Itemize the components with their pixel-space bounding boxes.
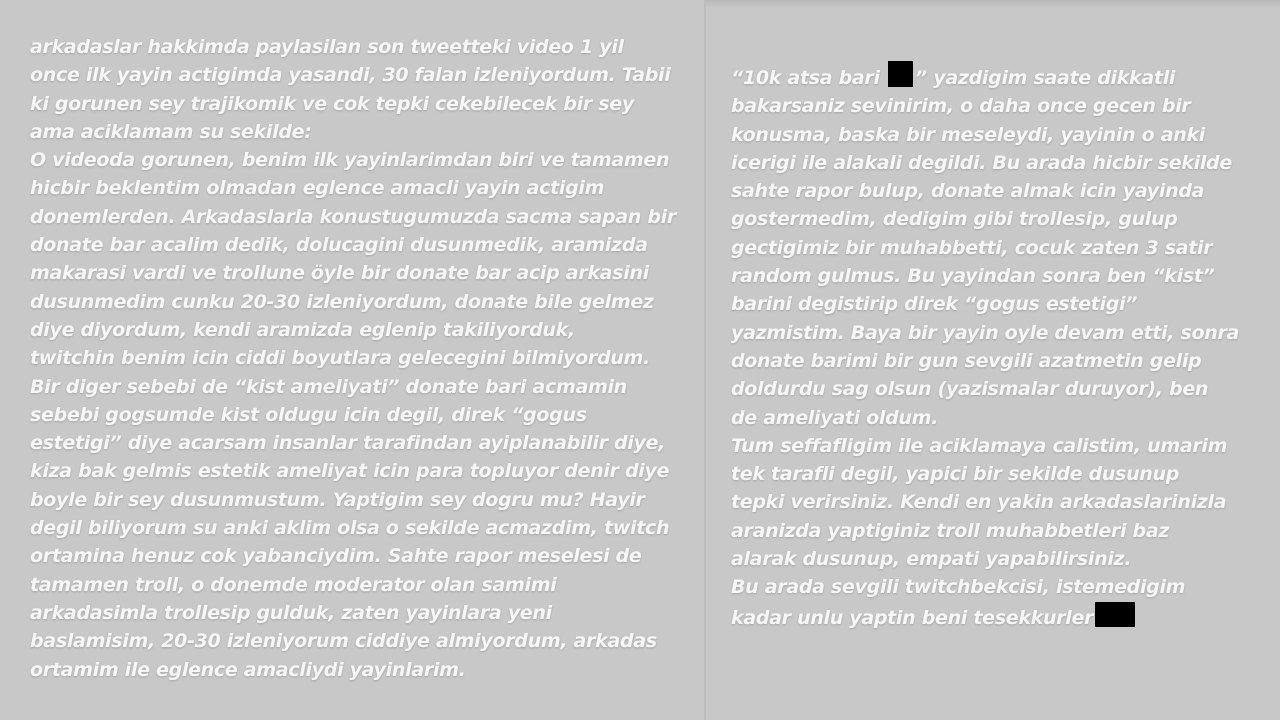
right-text-line: random gulmus. Bu yayindan sonra ben “kist” bbox=[731, 265, 1215, 288]
right-text-line: yazmistim. Baya bir yayin oyle devam etti, sonra bbox=[731, 321, 1240, 344]
left-text-line: twitchin benim icin ciddi boyutlara gelecegini bilmiyordum. bbox=[30, 347, 650, 370]
right-text-line: aranizda yaptiginiz troll muhabbetleri baz bbox=[731, 519, 1170, 542]
redaction-box bbox=[888, 61, 913, 87]
left-text-line: hicbir beklentim olmadan eglence amacli yayin actigim bbox=[30, 177, 605, 200]
left-text-line: sebebi gogsumde kist oldugu icin degil, direk “gogus bbox=[30, 403, 587, 426]
left-text-line: estetigi” diye acarsam insanlar tarafindan ayiplanabilir diye, bbox=[30, 432, 666, 455]
right-text-line: Tum seffafligim ile aciklamaya calistim, umarim bbox=[731, 434, 1228, 457]
right-text-line: konusma, baska bir meseleydi, yayinin o anki bbox=[731, 123, 1206, 146]
left-text-line: ama aciklamam su sekilde: bbox=[30, 120, 312, 143]
left-text-line: arkadaslar hakkimda paylasilan son tweetteki video 1 yil bbox=[30, 36, 624, 58]
left-text-line: donate bar acalim dedik, dolucagini dusunmedik, aramizda bbox=[30, 234, 648, 257]
left-text-line: donemlerden. Arkadaslarla konustugumuzda sacma sapan bir bbox=[30, 205, 676, 228]
right-text-line: alarak dusunup, empati yapabilirsiniz. bbox=[731, 548, 1132, 571]
left-text-line: diye diyordum, kendi aramizda eglenip takiliyorduk, bbox=[30, 318, 575, 341]
right-text-line: donate barimi bir gun sevgili azatmetin gelip bbox=[731, 349, 1202, 372]
right-last-line-text: kadar unlu yaptin beni tesekkurler bbox=[731, 606, 1094, 629]
redaction-box-end bbox=[1095, 602, 1135, 627]
right-text-line: bakarsaniz sevinirim, o daha once gecen bir bbox=[731, 95, 1191, 118]
right-text-line: doldurdu sag olsun (yazismalar duruyor), ben bbox=[731, 378, 1209, 401]
left-text-line: tamamen troll, o donemde moderator olan samimi bbox=[30, 573, 557, 596]
right-body-lines bbox=[731, 92, 1239, 601]
right-panel-top-shade bbox=[706, 0, 1280, 8]
left-text-line: arkadasimla trollesip gulduk, zaten yayinlara yeni bbox=[30, 601, 552, 624]
right-first-line-end: ” yazdigim saate dikkatli bbox=[915, 67, 1176, 89]
left-text-line: boyle bir sey dusunmustum. Yaptigim sey dogru mu? Hayir bbox=[30, 488, 645, 511]
right-last-line bbox=[731, 602, 1239, 632]
right-text-line: barini degistirip direk “gogus estetigi” bbox=[731, 293, 1138, 316]
right-text-line: gectigimiz bir muhabbetti, cocuk zaten 3 satir bbox=[731, 236, 1213, 259]
left-text-line: degil biliyorum su anki aklim olsa o sekilde acmazdim, twitch bbox=[30, 517, 670, 540]
left-text-line: ki gorunen sey trajikomik ve cok tepki cekebilecek bir sey bbox=[30, 92, 634, 115]
left-text-line: kiza bak gelmis estetik ameliyat icin para topluyor denir diye bbox=[30, 460, 670, 483]
right-text-line: de ameliyati oldum. bbox=[731, 406, 939, 429]
left-text-line: ortamina henuz cok yabanciydim. Sahte rapor meselesi de bbox=[30, 545, 642, 568]
left-text-line: dusunmedim cunku 20-30 izleniyordum, donate bile gelmez bbox=[30, 290, 654, 313]
right-text-line: gostermedim, dedigim gibi trollesip, gulup bbox=[731, 208, 1178, 231]
right-statement-text bbox=[731, 61, 1239, 632]
left-text-line: baslamisim, 20-30 izleniyorum ciddiye almiyordum, arkadas bbox=[30, 630, 657, 653]
left-text-line: makarasi vardi ve trollune öyle bir donate bar acip arkasini bbox=[30, 262, 649, 285]
right-text-line: tek tarafli degil, yapici bir sekilde dusunup bbox=[731, 463, 1180, 486]
left-text-line: O videoda gorunen, benim ilk yayinlarimdan biri ve tamamen bbox=[30, 149, 670, 172]
right-text-line: Bu arada sevgili twitchbekcisi, istemedigim bbox=[731, 576, 1186, 599]
left-text-line: Bir diger sebebi de “kist ameliyati” donate bari acmamin bbox=[30, 375, 627, 398]
right-text-line: icerigi ile alakali degildi. Bu arada hicbir sekilde bbox=[731, 151, 1232, 174]
right-first-line-start: “10k atsa bari bbox=[731, 67, 880, 89]
left-text-line: ortamim ile eglence amacliydi yayinlarim. bbox=[30, 658, 466, 681]
right-first-line bbox=[731, 61, 1239, 92]
left-text-line: once ilk yayin actigimda yasandi, 30 falan izleniyordum. Tabii bbox=[30, 64, 671, 87]
right-text-line: tepki verirsiniz. Kendi en yakin arkadaslarinizla bbox=[731, 491, 1227, 514]
left-statement-text bbox=[30, 33, 676, 684]
right-text-line: sahte rapor bulup, donate almak icin yayinda bbox=[731, 180, 1205, 203]
